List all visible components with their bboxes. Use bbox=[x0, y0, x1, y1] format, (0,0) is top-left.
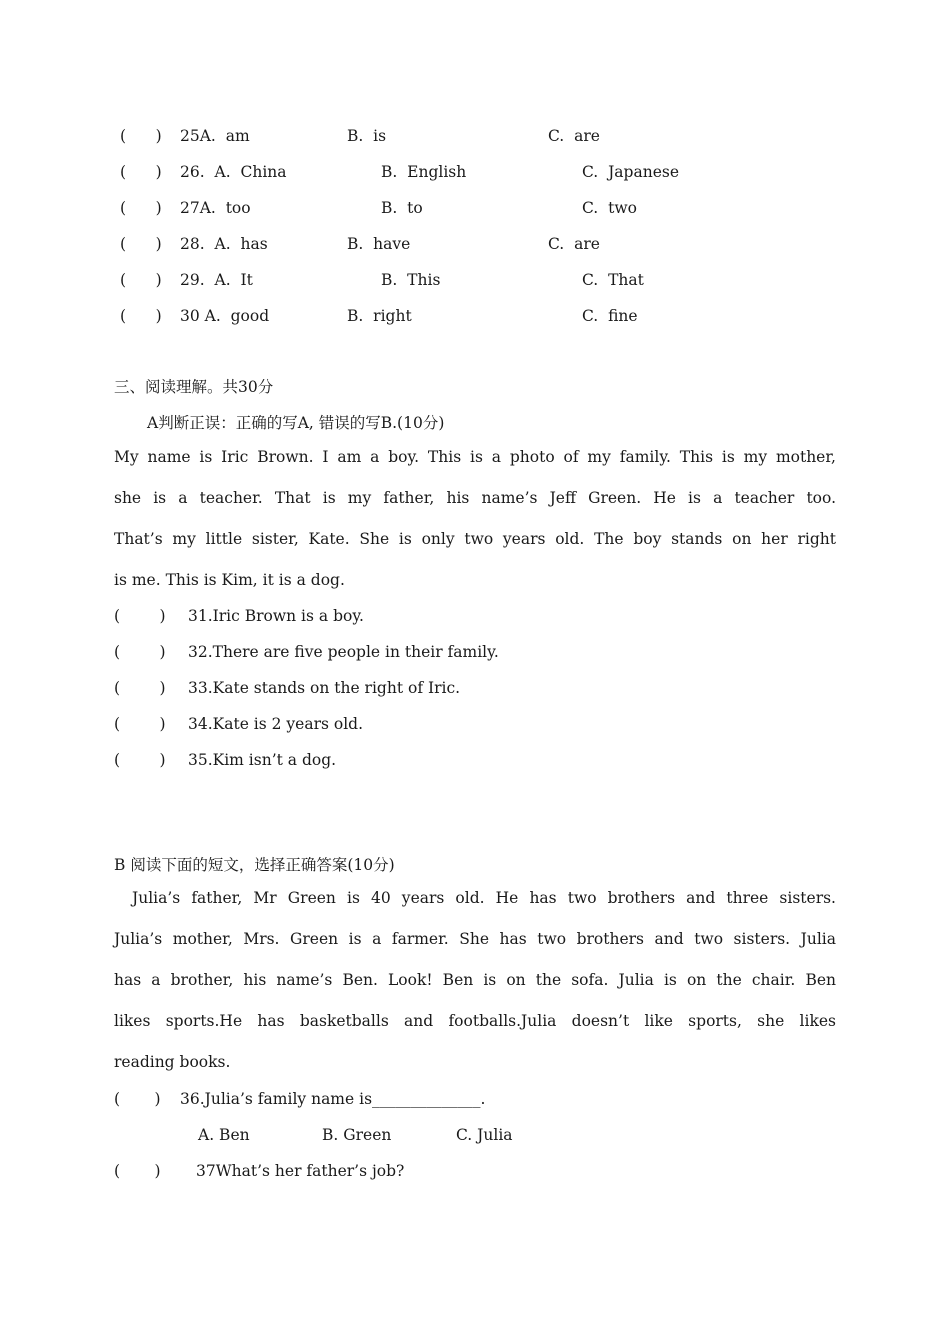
option-c: C. Japanese bbox=[582, 163, 679, 181]
passage-line: she is a teacher. That is my father, his name’s Jeff Green. He is a teacher too. bbox=[114, 489, 836, 507]
question-32: 32.There are five people in their family. bbox=[188, 643, 499, 661]
passage-line: likes sports.He has basketballs and footballs.Julia doesn’t like sports, she likes bbox=[114, 1012, 836, 1030]
answer-paren[interactable]: ( ) bbox=[114, 751, 166, 769]
question-35: 35.Kim isn’t a dog. bbox=[188, 751, 337, 769]
passage-line: Julia’s father, Mr Green is 40 years old. He has two brothers and three sisters. bbox=[132, 889, 836, 907]
question-row-30 bbox=[0, 307, 950, 331]
question-row-25 bbox=[0, 127, 950, 151]
answer-paren[interactable]: ( ) bbox=[120, 163, 162, 181]
answer-paren[interactable]: ( ) bbox=[114, 1090, 161, 1108]
answer-paren[interactable]: ( ) bbox=[120, 271, 162, 289]
option-a: 30 A. good bbox=[180, 307, 270, 325]
question-31: 31.Iric Brown is a boy. bbox=[188, 607, 364, 625]
answer-paren[interactable]: ( ) bbox=[114, 607, 166, 625]
option-b: B. This bbox=[381, 271, 441, 289]
option-a: 29. A. It bbox=[180, 271, 253, 289]
answer-paren[interactable]: ( ) bbox=[114, 1162, 161, 1180]
passage-line: Julia’s mother, Mrs. Green is a farmer. She has two brothers and two sisters. Julia bbox=[114, 930, 836, 948]
option-b: B. English bbox=[381, 163, 467, 181]
option-c: C. are bbox=[548, 127, 600, 145]
passage-line: is me. This is Kim, it is a dog. bbox=[114, 571, 345, 589]
part-b-instruction: B 阅读下面的短文，选择正确答案(10分) bbox=[114, 856, 395, 874]
option-b: B. Green bbox=[322, 1126, 392, 1144]
question-36: 36.Julia’s family name is______________. bbox=[180, 1090, 486, 1108]
answer-paren[interactable]: ( ) bbox=[120, 199, 162, 217]
question-row-28 bbox=[0, 235, 950, 259]
option-b: B. is bbox=[347, 127, 387, 145]
part-a-instruction: A判断正误：正确的写A, 错误的写B.(10分) bbox=[147, 414, 445, 432]
answer-paren[interactable]: ( ) bbox=[120, 235, 162, 253]
option-a: 27A. too bbox=[180, 199, 251, 217]
question-34: 34.Kate is 2 years old. bbox=[188, 715, 364, 733]
option-c: C. fine bbox=[582, 307, 638, 325]
section-title: 三、阅读理解。共30分 bbox=[114, 378, 274, 396]
option-a: 25A. am bbox=[180, 127, 250, 145]
option-c: C. two bbox=[582, 199, 637, 217]
answer-paren[interactable]: ( ) bbox=[120, 307, 162, 325]
question-row-29 bbox=[0, 271, 950, 295]
option-b: B. to bbox=[381, 199, 423, 217]
answer-paren[interactable]: ( ) bbox=[114, 679, 166, 697]
question-row-26 bbox=[0, 163, 950, 187]
option-b: B. right bbox=[347, 307, 412, 325]
option-a: A. Ben bbox=[198, 1126, 250, 1144]
answer-paren[interactable]: ( ) bbox=[120, 127, 162, 145]
passage-line: reading books. bbox=[114, 1053, 231, 1071]
option-b: B. have bbox=[347, 235, 411, 253]
question-37: 37What’s her father’s job? bbox=[196, 1162, 405, 1180]
answer-paren[interactable]: ( ) bbox=[114, 643, 166, 661]
passage-line: has a brother, his name’s Ben. Look! Ben is on the sofa. Julia is on the chair. Ben bbox=[114, 971, 836, 989]
answer-paren[interactable]: ( ) bbox=[114, 715, 166, 733]
option-c: C. are bbox=[548, 235, 600, 253]
option-a: 26. A. China bbox=[180, 163, 287, 181]
passage-line: My name is Iric Brown. I am a boy. This is a photo of my family. This is my mother, bbox=[114, 448, 836, 466]
passage-line: That’s my little sister, Kate. She is only two years old. The boy stands on her right bbox=[114, 530, 836, 548]
question-row-27 bbox=[0, 199, 950, 223]
option-c: C. Julia bbox=[456, 1126, 513, 1144]
option-c: C. That bbox=[582, 271, 644, 289]
option-a: 28. A. has bbox=[180, 235, 268, 253]
question-33: 33.Kate stands on the right of Iric. bbox=[188, 679, 461, 697]
